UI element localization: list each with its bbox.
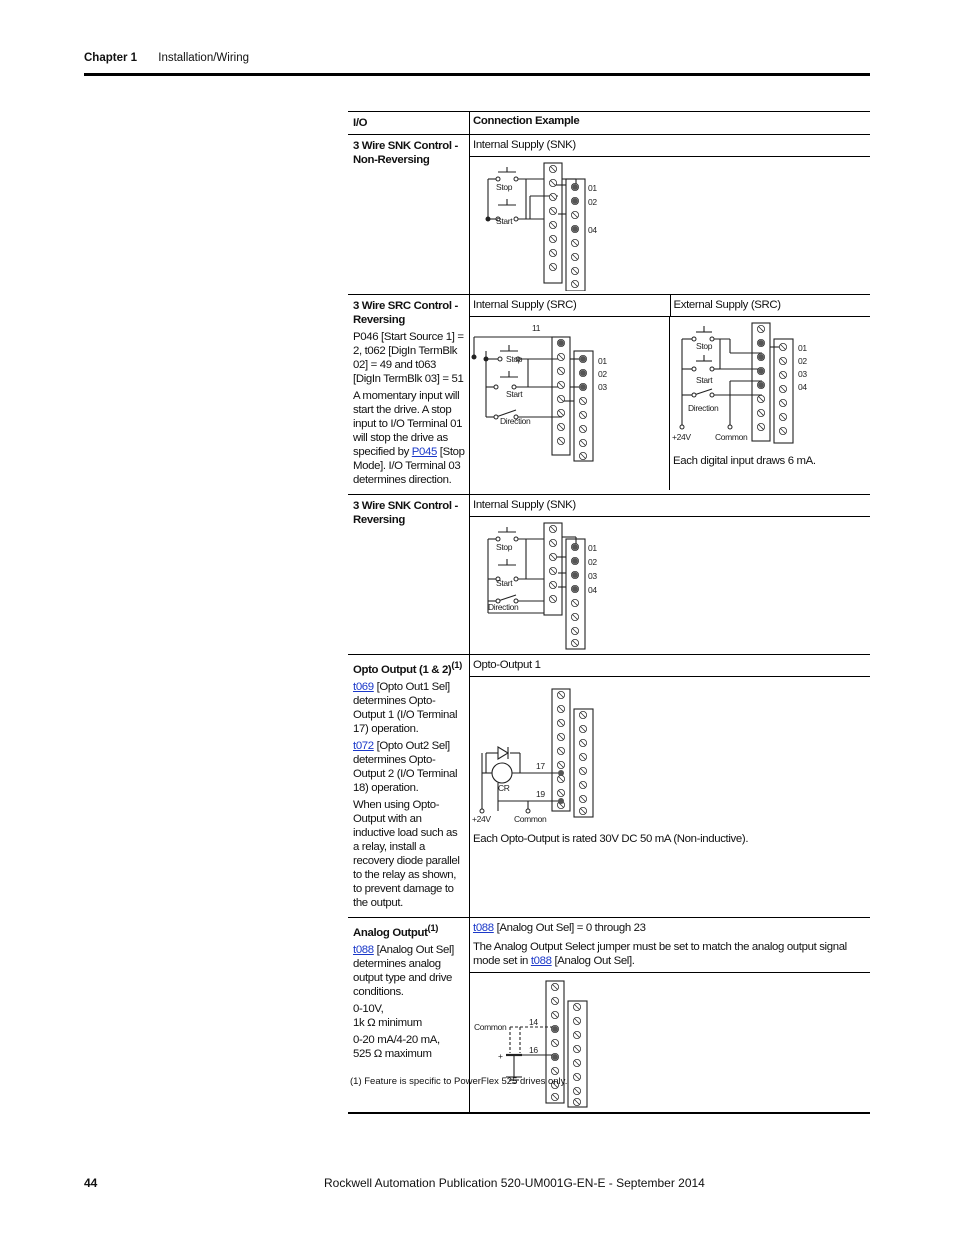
row-title-snk-nonrev: 3 Wire SNK Control - Non-Reversing — [348, 135, 470, 295]
running-header — [84, 52, 249, 64]
label-terminal: 01 — [598, 356, 607, 366]
label-terminal: 04 — [588, 225, 597, 235]
note-input-current: Each digital input draws 6 mA. — [673, 455, 816, 467]
row-title-src-rev: 3 Wire SRC Control - Reversing — [353, 300, 458, 326]
text-run: [Analog Out Sel] determines analog output type and drive conditions. — [353, 943, 454, 998]
row-paragraph — [353, 1033, 465, 1061]
header-rule — [84, 73, 870, 76]
table-row — [348, 135, 870, 295]
text-run: [Opto Out2 Sel] determines Opto-Output 2 (I/O Terminal 18) operation. — [353, 739, 458, 794]
label-start: Start — [506, 389, 523, 399]
wiring-diagram-src-internal — [470, 317, 669, 467]
label-terminal: 19 — [536, 789, 545, 799]
row-title-opto — [353, 659, 465, 677]
text-run: 525 Ω maximum — [353, 1047, 432, 1060]
panel-src-external — [669, 317, 870, 490]
text-run: Opto Output (1 & 2) — [353, 663, 452, 676]
footnote-ref: (1) — [427, 922, 439, 934]
label-terminal: 04 — [588, 585, 597, 595]
text-run: [Analog Out Sel]. — [551, 954, 635, 967]
text-run: [Opto Out1 Sel] determines Opto-Output 1 (I/O Terminal 17) operation. — [353, 680, 458, 735]
label-cr: CR — [498, 783, 510, 793]
label-common: Common — [514, 814, 547, 824]
label-start: Start — [696, 375, 713, 385]
text-run: 0-10V, — [353, 1002, 384, 1015]
row-paragraph: When using Opto-Output with an inductive load such as a relay, install a recovery diode parallel to the relay as shown, to prevent damage to the output. — [353, 798, 460, 909]
publication-info: Rockwell Automation Publication 520-UM001G-EN-E - September 2014 — [324, 1176, 705, 1190]
table-row — [348, 295, 870, 495]
wiring-diagram-analog — [470, 973, 870, 1109]
row-paragraph — [353, 1002, 465, 1030]
label-stop: Stop — [496, 542, 513, 552]
panel-src-internal — [470, 317, 669, 490]
wiring-diagram-opto — [470, 677, 870, 825]
row-paragraph: P046 [Start Source 1] = 2, t062 [DigIn TermBlk 02] = 49 and t063 [DigIn TermBlk 03] = 51 — [353, 331, 464, 385]
wiring-diagram-snk-rev — [470, 517, 870, 651]
text-run: A momentary input will start the drive. A stop input to I/O Terminal 01 will stop the drive as specified by — [353, 390, 463, 458]
wiring-diagram-snk-nonrev — [470, 157, 870, 291]
table-row — [348, 655, 870, 918]
caption-opto: Opto-Output 1 — [470, 655, 870, 677]
label-plus24v: +24V — [672, 432, 691, 442]
text-run: 1k Ω minimum — [353, 1016, 422, 1029]
io-connection-table — [348, 111, 870, 1114]
split-captions — [470, 295, 870, 317]
table-row — [348, 495, 870, 655]
label-terminal: 03 — [588, 571, 597, 581]
label-common: Common — [474, 1021, 507, 1032]
link-p045[interactable]: P045 — [411, 446, 437, 458]
link-t069[interactable]: t069 — [353, 680, 374, 693]
page-number: 44 — [84, 1176, 98, 1190]
section-label: Installation/Wiring — [158, 52, 250, 64]
link-t088[interactable]: t088 — [530, 954, 552, 967]
link-t088[interactable]: t088 — [473, 921, 494, 934]
col-header-example: Connection Example — [470, 112, 871, 135]
label-direction: Direction — [688, 403, 719, 413]
col-header-io: I/O — [348, 112, 470, 135]
label-direction: Direction — [488, 602, 519, 612]
label-stop: Stop — [506, 354, 523, 364]
row-desc-src-rev — [348, 295, 470, 495]
row-title-snk-rev: 3 Wire SNK Control - Reversing — [348, 495, 470, 655]
caption-analog-2 — [470, 937, 870, 973]
chapter-label: Chapter 1 — [84, 52, 138, 64]
label-terminal: 02 — [588, 197, 597, 207]
label-terminal: 17 — [536, 761, 545, 771]
caption-snk-internal: Internal Supply (SNK) — [470, 135, 870, 157]
text-run: The Analog Output Select jumper must be set to match the analog output signal mode set in — [473, 940, 847, 967]
caption-src-external: External Supply (SRC) — [670, 295, 871, 317]
label-terminal: 02 — [598, 369, 607, 379]
row-title-analog — [353, 922, 465, 940]
label-start: Start — [496, 216, 513, 226]
row-paragraph — [353, 943, 465, 999]
note-opto-rating: Each Opto-Output is rated 30V DC 50 mA (Non-inductive). — [473, 833, 749, 845]
label-terminal: 02 — [798, 356, 807, 366]
row-paragraph — [353, 739, 465, 795]
label-terminal: 03 — [798, 369, 807, 379]
label-stop: Stop — [696, 341, 713, 351]
label-terminal: 01 — [588, 543, 597, 553]
row-desc-opto — [348, 655, 470, 918]
label-start: Start — [496, 578, 513, 588]
caption-snk-internal: Internal Supply (SNK) — [470, 495, 870, 517]
row-paragraph — [353, 680, 465, 736]
link-t072[interactable]: t072 — [353, 739, 374, 752]
text-run: 0-20 mA/4-20 mA, — [353, 1033, 440, 1046]
footnote-ref: (1) — [451, 660, 462, 671]
label-terminal: 16 — [529, 1044, 538, 1055]
label-terminal: 11 — [532, 323, 541, 333]
text-run: [Analog Out Sel] = 0 through 23 — [493, 921, 646, 934]
label-terminal: 14 — [529, 1016, 538, 1027]
label-plus24v: +24V — [472, 814, 491, 824]
label-plus: + — [498, 1050, 503, 1061]
footnote: (1) Feature is specific to PowerFlex 525 drives only. — [350, 1076, 568, 1087]
label-terminal: 01 — [588, 183, 597, 193]
split-diagrams — [470, 317, 870, 490]
text-run: [Stop Mode]. I/O Terminal 03 determines direction. — [353, 446, 465, 486]
label-stop: Stop — [496, 182, 513, 192]
label-common: Common — [715, 432, 748, 442]
label-terminal: 02 — [588, 557, 597, 567]
label-terminal: 04 — [798, 382, 807, 392]
caption-src-internal: Internal Supply (SRC) — [470, 295, 670, 317]
label-terminal: 01 — [798, 343, 807, 353]
label-direction: Direction — [500, 416, 531, 426]
wiring-diagram-src-external — [670, 317, 870, 445]
row-paragraph — [353, 389, 465, 487]
link-t088[interactable]: t088 — [353, 943, 374, 956]
caption-analog-1 — [470, 918, 870, 937]
table-header-row — [348, 112, 870, 135]
label-terminal: 03 — [598, 382, 607, 392]
text-run: Analog Output — [353, 926, 428, 939]
